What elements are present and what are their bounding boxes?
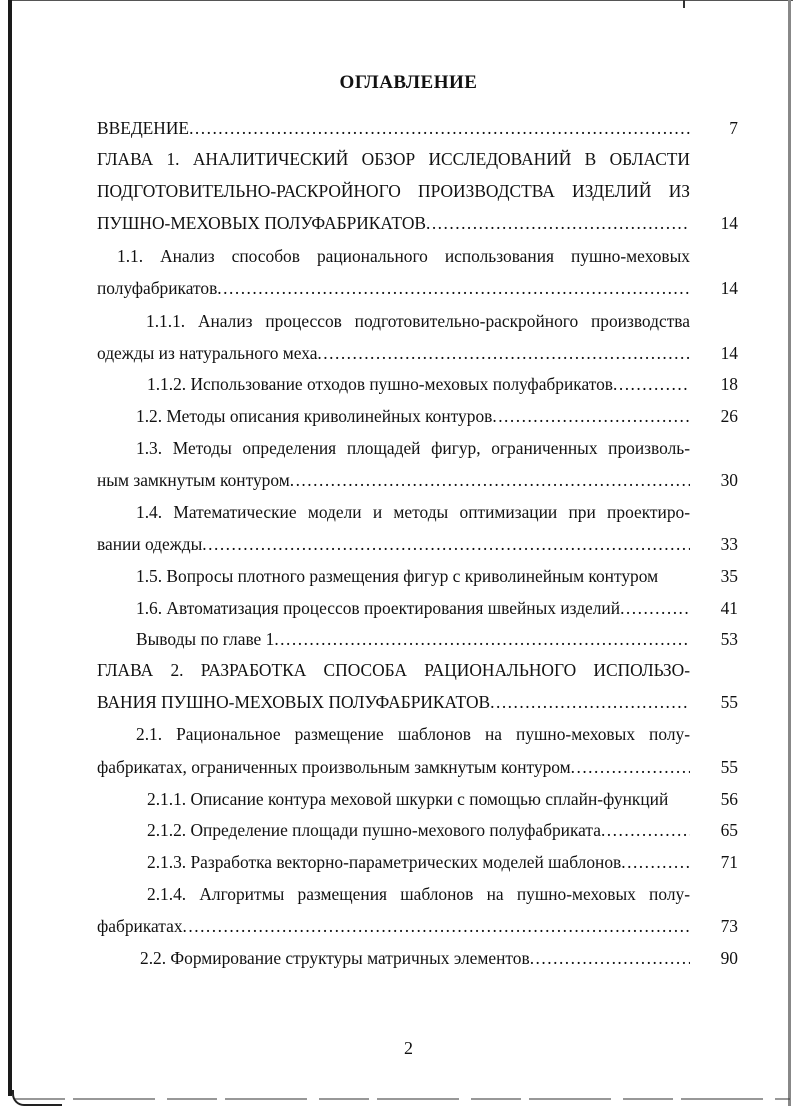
toc-entry-line: 2.1.3. Разработка векторно-параметрических моделей шаблонов ..... bbox=[147, 851, 690, 873]
toc-page-number: 33 bbox=[720, 534, 738, 554]
scan-mark bbox=[683, 0, 685, 8]
toc-entry-line: 2.1.1. Описание контура меховой шкурки с помощью сплайн-функций bbox=[147, 789, 669, 809]
scan-artifact bbox=[15, 1098, 790, 1100]
toc-page-number: 30 bbox=[720, 470, 738, 490]
scan-artifact bbox=[12, 1090, 62, 1106]
toc-entry-line: 1.4. Математические модели и методы оптимизации при проектиро- bbox=[136, 502, 690, 522]
toc-page-number: 55 bbox=[720, 757, 738, 777]
toc-page-number: 90 bbox=[720, 948, 738, 968]
toc-page-number: 14 bbox=[720, 278, 738, 298]
toc-entry-line: 1.3. Методы определения площадей фигур, ограниченных произволь- bbox=[136, 438, 690, 458]
toc-page-number: 65 bbox=[720, 820, 738, 840]
toc-page-number: 55 bbox=[720, 692, 738, 712]
toc-page-number: 7 bbox=[729, 118, 738, 138]
toc-entry-line: ПОДГОТОВИТЕЛЬНО-РАСКРОЙНОГО ПРОИЗВОДСТВА ИЗДЕЛИЙ ИЗ bbox=[97, 181, 690, 201]
toc-entry-line: ВАНИЯ ПУШНО-МЕХОВЫХ ПОЛУФАБРИКАТОВ ..... bbox=[97, 691, 690, 713]
toc-entry-line: ПУШНО-МЕХОВЫХ ПОЛУФАБРИКАТОВ ..... bbox=[97, 212, 690, 234]
toc-page-number: 26 bbox=[720, 406, 738, 426]
scan-border-right bbox=[788, 0, 791, 1106]
toc-entry-line: 1.1. Анализ способов рационального использования пушно-меховых bbox=[117, 246, 690, 266]
toc-entry-line: ным замкнутым контуром ..... bbox=[97, 469, 690, 491]
toc-entry-line: 2.1.4. Алгоритмы размещения шаблонов на пушно-меховых полу- bbox=[147, 884, 690, 904]
toc-page-number: 53 bbox=[720, 629, 738, 649]
toc-entry-line: 1.2. Методы описания криволинейных контуров ..... bbox=[136, 405, 690, 427]
scan-border-top bbox=[8, 0, 793, 1]
toc-entry-line: 2.1. Рациональное размещение шаблонов на пушно-меховых полу- bbox=[136, 724, 690, 744]
toc-page-number: 73 bbox=[720, 916, 738, 936]
toc-entry-line: 1.5. Вопросы плотного размещения фигур с криволинейным контуром bbox=[136, 566, 659, 586]
toc-page-number: 18 bbox=[720, 374, 738, 394]
toc-entry-line: вании одежды ..... bbox=[97, 533, 690, 555]
toc-entry-line: фабрикатах, ограниченных произвольным замкнутым контуром ..... bbox=[97, 756, 690, 778]
toc-entry-line: ВВЕДЕНИЕ ..... bbox=[97, 117, 690, 139]
page-number: 2 bbox=[404, 1038, 413, 1058]
toc-entry-line: 1.1.2. Использование отходов пушно-меховых полуфабрикатов ..... bbox=[147, 373, 690, 395]
toc-page-number: 35 bbox=[720, 566, 738, 586]
toc-entry-line: фабрикатах ..... bbox=[97, 915, 690, 937]
toc-entry-line: 1.6. Автоматизация процессов проектирования швейных изделий ..... bbox=[136, 597, 690, 619]
toc-entry-line: полуфабрикатов ..... bbox=[97, 277, 690, 299]
toc-page-number: 14 bbox=[720, 213, 738, 233]
toc-entry-line: 2.2. Формирование структуры матричных элементов ..... bbox=[140, 947, 690, 969]
toc-entry-line: 1.1.1. Анализ процессов подготовительно-раскройного производства bbox=[146, 311, 690, 331]
toc-page-number: 71 bbox=[720, 852, 738, 872]
toc-entry-line: 2.1.2. Определение площади пушно-мехового полуфабриката ..... bbox=[147, 819, 690, 841]
toc-entry-line: ГЛАВА 1. АНАЛИТИЧЕСКИЙ ОБЗОР ИССЛЕДОВАНИЙ В ОБЛАСТИ bbox=[97, 149, 690, 169]
toc-entry-line: Выводы по главе 1 ..... bbox=[136, 628, 690, 650]
toc-entry-line: ГЛАВА 2. РАЗРАБОТКА СПОСОБА РАЦИОНАЛЬНОГО ИСПОЛЬЗО- bbox=[97, 660, 690, 680]
scan-border-left bbox=[8, 0, 12, 1096]
toc-page-number: 56 bbox=[720, 789, 738, 809]
toc-entry-line: одежды из натурального меха ..... bbox=[97, 342, 690, 364]
toc-page-number: 41 bbox=[720, 598, 738, 618]
toc-page-number: 14 bbox=[720, 343, 738, 363]
page-title: ОГЛАВЛЕНИЕ bbox=[339, 72, 478, 93]
